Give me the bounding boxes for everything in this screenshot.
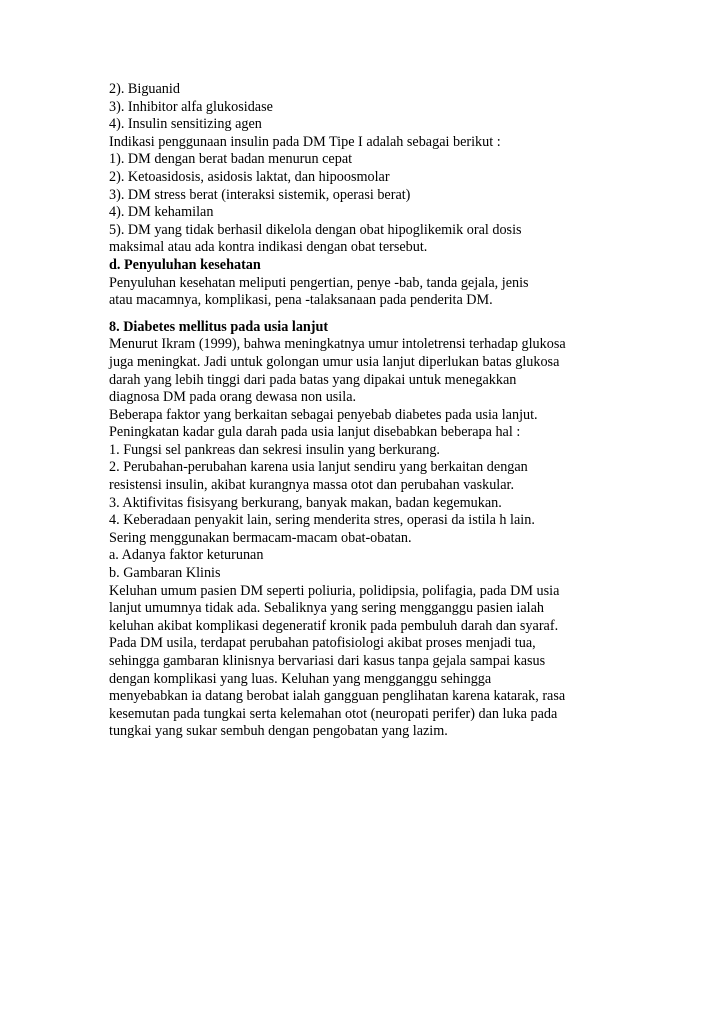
text-block-1	[109, 81, 709, 257]
text-line: 4). Insulin sensitizing agen	[109, 116, 262, 133]
text-line: 3. Aktifivitas fisisyang berkurang, banyak makan, badan kegemukan.	[109, 494, 502, 511]
text-line: sehingga gambaran klinisnya bervariasi dari kasus tanpa gejala sampai kasus	[109, 653, 546, 669]
text-line: a. Adanya faktor keturunan	[109, 547, 264, 564]
text-line: Beberapa faktor yang berkaitan sebagai penyebab diabetes pada usia lanjut.	[109, 406, 538, 423]
text-line: Sering menggunakan bermacam-macam obat-obatan.	[109, 529, 412, 546]
text-line: 1. Fungsi sel pankreas dan sekresi insulin yang berkurang.	[109, 441, 440, 458]
text-line: 4. Keberadaan penyakit lain, sering menderita stres, operasi da istila h lain.	[109, 512, 535, 529]
text-line: Menurut Ikram (1999), bahwa meningkatnya umur intoletrensi terhadap glukosa	[109, 336, 566, 353]
text-line: diagnosa DM pada orang dewasa non usila.	[109, 389, 357, 406]
text-line: tungkai yang sukar sembuh dengan pengobatan yang lazim.	[109, 723, 448, 740]
text-block-2	[109, 275, 709, 310]
text-line: resistensi insulin, akibat kurangnya massa otot dan perubahan vaskular.	[109, 477, 515, 494]
section-heading-penyuluhan: d. Penyuluhan kesehatan	[109, 256, 261, 273]
text-block-3	[109, 336, 709, 741]
text-line: 2). Biguanid	[109, 81, 180, 97]
paragraph-gap	[109, 310, 709, 319]
text-line: juga meningkat. Jadi untuk golongan umur usia lanjut diperlukan batas glukosa	[109, 353, 560, 370]
text-line: Penyuluhan kesehatan meliputi pengertian, penye -bab, tanda gejala, jenis	[109, 274, 529, 291]
text-line: Pada DM usila, terdapat perubahan patofisiologi akibat proses menjadi tua,	[109, 635, 536, 652]
text-line: darah yang lebih tinggi dari pada batas yang dipakai untuk menegakkan	[109, 371, 517, 388]
section-heading-usia-lanjut: 8. Diabetes mellitus pada usia lanjut	[109, 318, 329, 335]
text-line: 1). DM dengan berat badan menurun cepat	[109, 151, 353, 168]
text-line: 3). DM stress berat (interaksi sistemik, operasi berat)	[109, 186, 411, 203]
text-line: dengan komplikasi yang luas. Keluhan yang mengganggu sehingga	[109, 670, 492, 687]
document-page	[109, 81, 709, 741]
text-line: 4). DM kehamilan	[109, 204, 214, 221]
text-line: Indikasi penggunaan insulin pada DM Tipe I adalah sebagai berikut :	[109, 133, 501, 150]
text-line: maksimal atau ada kontra indikasi dengan obat tersebut.	[109, 239, 428, 256]
text-line: kesemutan pada tungkai serta kelemahan otot (neuropati perifer) dan luka pada	[109, 705, 558, 722]
text-line: Keluhan umum pasien DM seperti poliuria, polidipsia, polifagia, pada DM usia	[109, 582, 560, 599]
text-line: 2. Perubahan-perubahan karena usia lanjut sendiru yang berkaitan dengan	[109, 459, 528, 476]
text-line: atau macamnya, komplikasi, pena -talaksanaan pada penderita DM.	[109, 292, 493, 309]
text-line: lanjut umumnya tidak ada. Sebaliknya yang sering mengganggu pasien ialah	[109, 600, 544, 617]
text-line: keluhan akibat komplikasi degeneratif kronik pada pembuluh darah dan syaraf.	[109, 617, 559, 634]
text-line: b. Gambaran Klinis	[109, 565, 221, 582]
text-line: menyebabkan ia datang berobat ialah gangguan penglihatan karena katarak, rasa	[109, 688, 566, 705]
text-line: 5). DM yang tidak berhasil dikelola dengan obat hipoglikemik oral dosis	[109, 221, 522, 238]
text-line: 2). Ketoasidosis, asidosis laktat, dan hipoosmolar	[109, 168, 390, 185]
text-line: 3). Inhibitor alfa glukosidase	[109, 98, 273, 115]
text-line: Peningkatan kadar gula darah pada usia lanjut disebabkan beberapa hal :	[109, 424, 521, 441]
